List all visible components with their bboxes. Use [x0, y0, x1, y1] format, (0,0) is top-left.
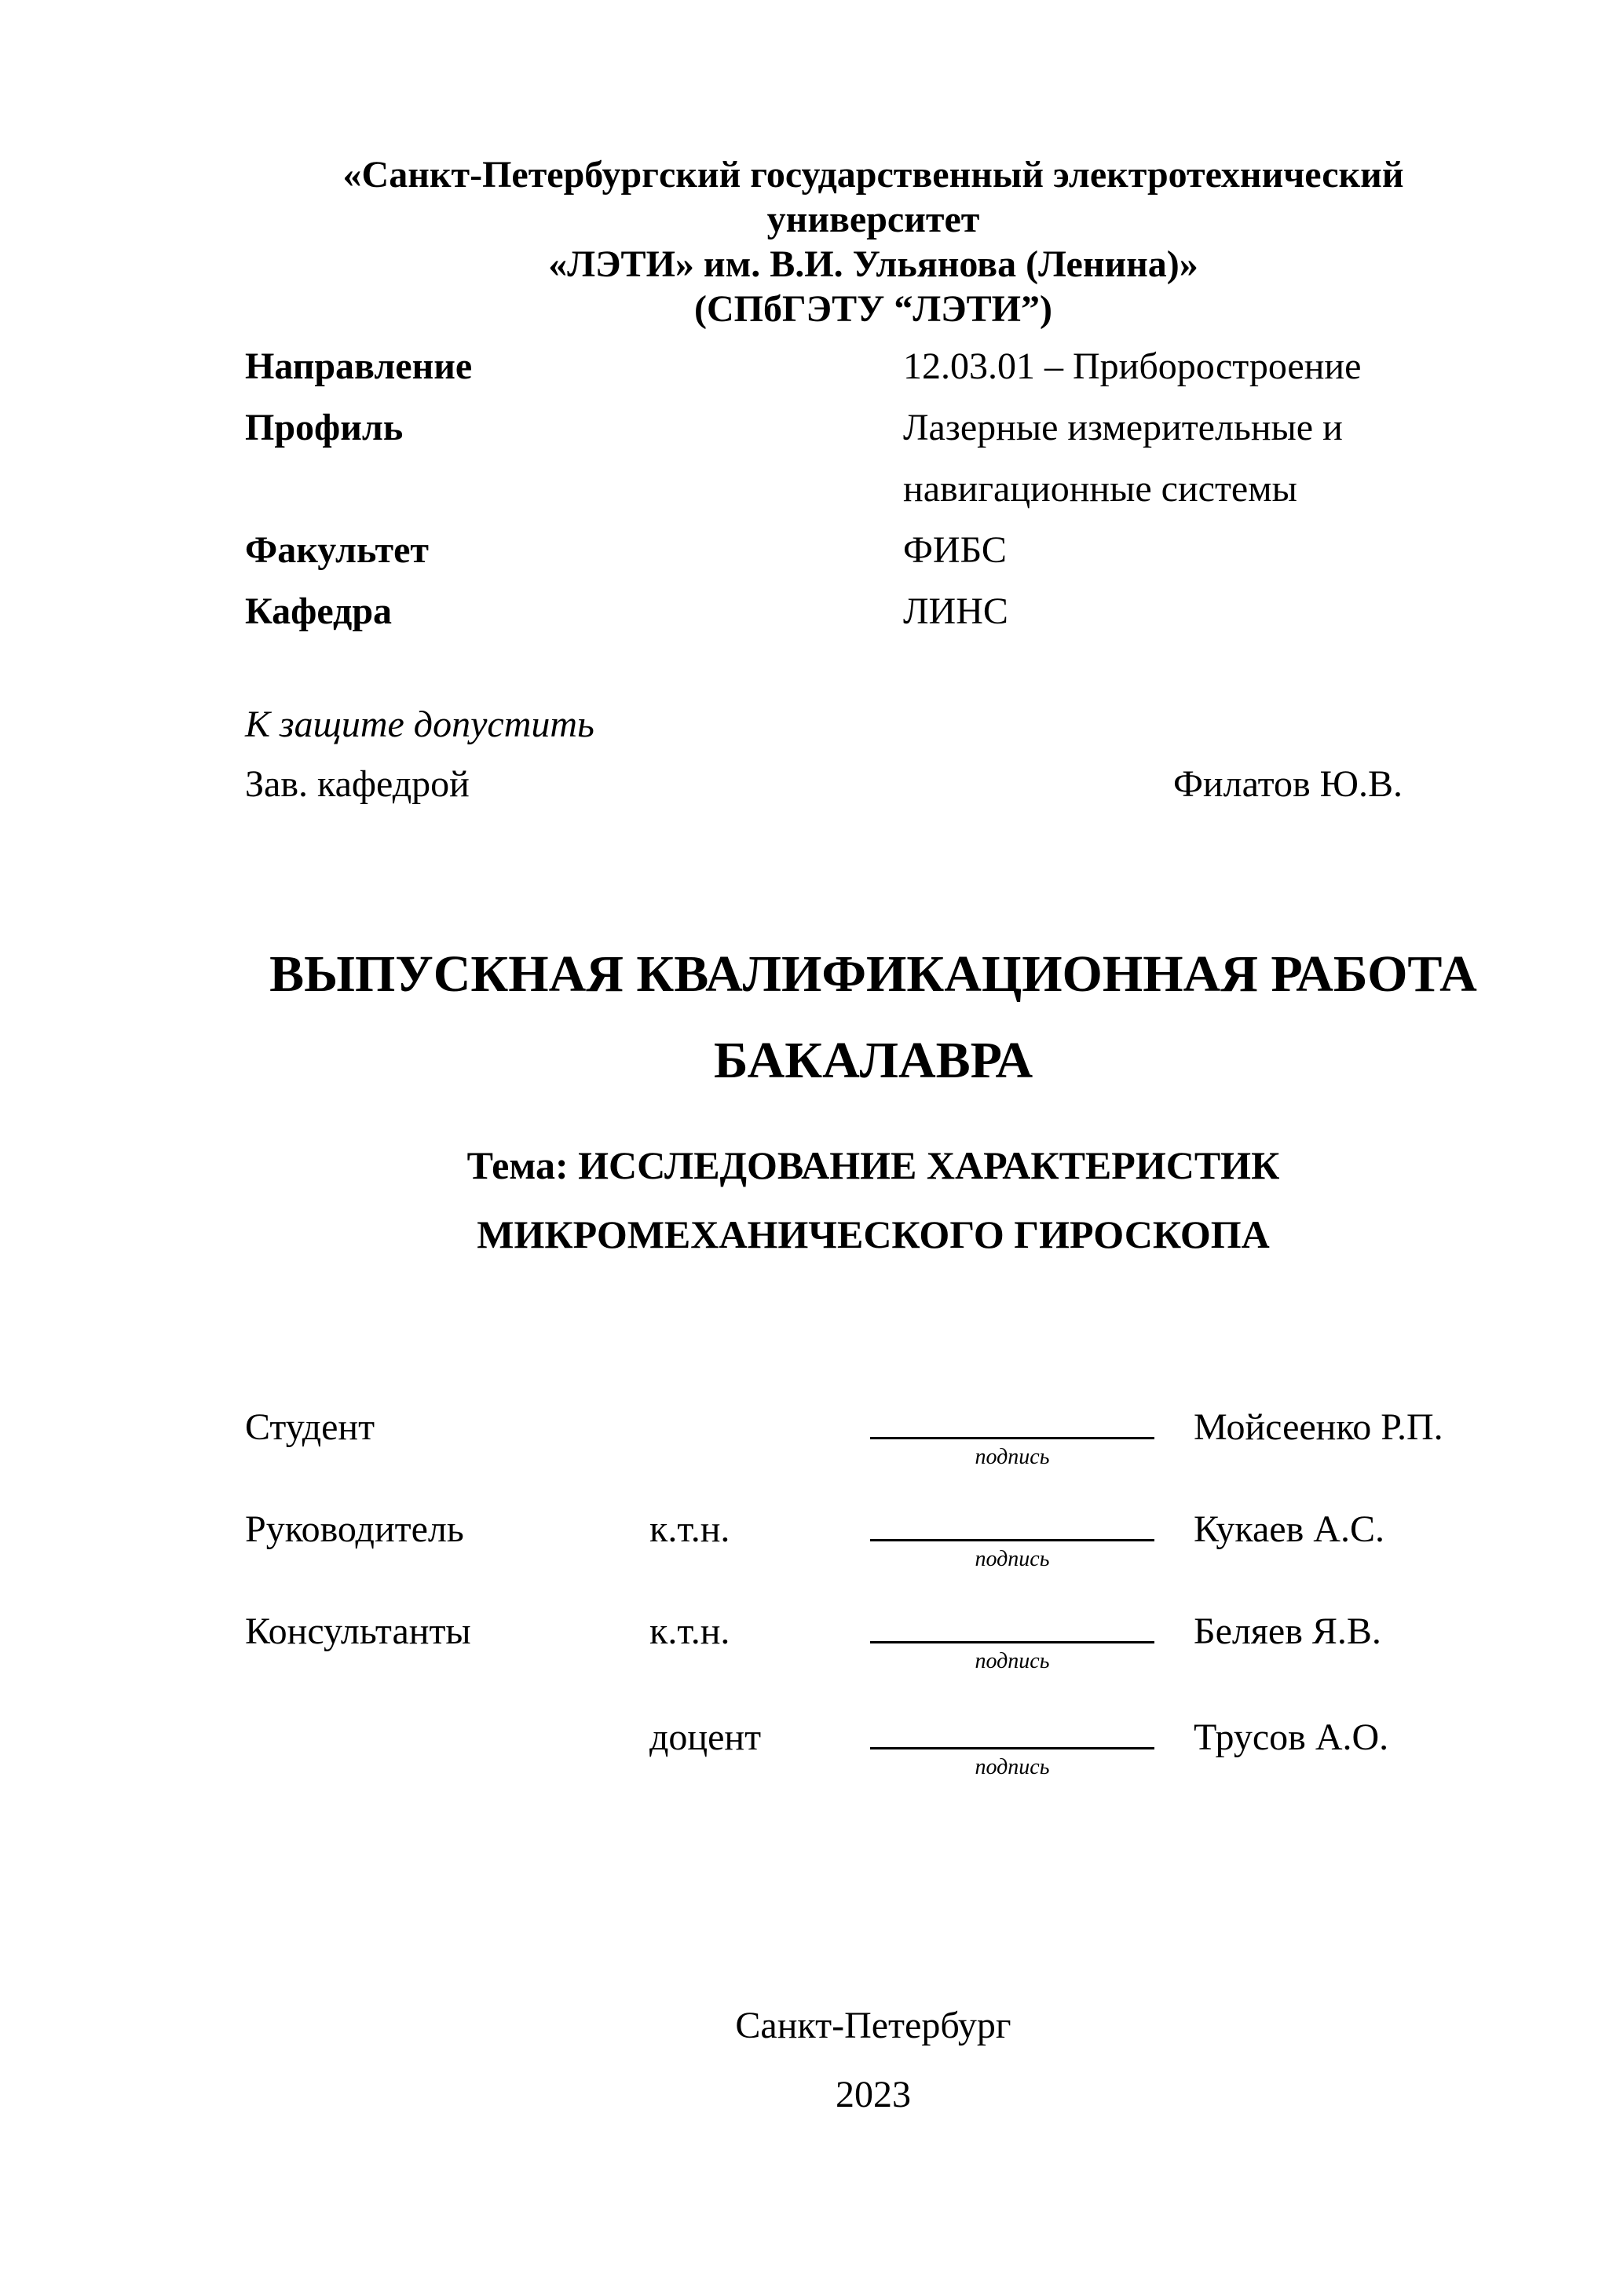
- signature-caption: подпись: [975, 1445, 1050, 1469]
- direction-label: Направление: [245, 345, 473, 387]
- signature-line: [870, 1610, 1154, 1643]
- consultant-1-signature-field: [870, 1610, 1154, 1673]
- thesis-title-line1: ВЫПУСКНАЯ КВАЛИФИКАЦИОННАЯ РАБОТА: [269, 945, 1477, 1003]
- supervisor-signature-field: [870, 1508, 1154, 1571]
- footer: [245, 1991, 1501, 2130]
- student-role-label: Студент: [245, 1406, 375, 1448]
- supervisor-role-label: Руководитель: [245, 1508, 464, 1550]
- profile-value-line2: навигационные системы: [903, 468, 1297, 510]
- consultant-2-degree: доцент: [649, 1717, 762, 1758]
- university-name-line1: «Санкт-Петербургский государственный электротехнический университет: [342, 154, 1404, 240]
- department-label: Кафедра: [245, 590, 393, 632]
- signature-row-consultant-1: [245, 1610, 1501, 1712]
- university-header: [245, 152, 1501, 331]
- thesis-title-line2: БАКАЛАВРА: [713, 1032, 1033, 1089]
- signature-row-supervisor: [245, 1508, 1501, 1610]
- signature-caption: подпись: [975, 1755, 1050, 1779]
- info-row-department: [245, 581, 1501, 642]
- faculty-value: ФИБС: [903, 529, 1007, 571]
- profile-value-line1: Лазерные измерительные и: [903, 407, 1343, 448]
- consultant-1-name: Беляев Я.В.: [1194, 1610, 1381, 1652]
- thesis-theme-line1: Тема: ИССЛЕДОВАНИЕ ХАРАКТЕРИСТИК: [466, 1143, 1280, 1187]
- page-content: [245, 0, 1501, 2296]
- university-abbreviation: (СПбГЭТУ “ЛЭТИ”): [694, 288, 1052, 330]
- head-of-department-name: Филатов Ю.В.: [1173, 763, 1403, 805]
- consultant-1-degree: к.т.н.: [649, 1610, 730, 1652]
- supervisor-name: Кукаев А.С.: [1194, 1508, 1384, 1550]
- student-signature-field: [870, 1406, 1154, 1469]
- consultants-role-label: Консультанты: [245, 1610, 471, 1652]
- thesis-theme: [245, 1131, 1501, 1269]
- signature-caption: подпись: [975, 1649, 1050, 1673]
- info-row-direction: [245, 336, 1501, 397]
- city: Санкт-Петербург: [735, 2005, 1011, 2046]
- approval-statement: К защите допустить: [245, 704, 594, 745]
- info-row-profile: [245, 397, 1501, 459]
- consultant-2-name: Трусов А.О.: [1194, 1717, 1389, 1758]
- thesis-theme-line2: МИКРОМЕХАНИЧЕСКОГО ГИРОСКОПА: [477, 1212, 1270, 1256]
- signature-row-student: [245, 1406, 1501, 1508]
- university-name-line2: «ЛЭТИ» им. В.И. Ульянова (Ленина)»: [548, 243, 1198, 285]
- student-name: Мойсеенко Р.П.: [1194, 1406, 1443, 1448]
- supervisor-degree: к.т.н.: [649, 1508, 730, 1550]
- signature-line: [870, 1508, 1154, 1541]
- info-row-faculty: [245, 520, 1501, 581]
- signature-line: [870, 1406, 1154, 1439]
- department-value: ЛИНС: [903, 590, 1008, 632]
- signature-row-consultant-2: [245, 1716, 1501, 1818]
- faculty-label: Факультет: [245, 529, 429, 571]
- info-row-profile-continued: [245, 459, 1501, 520]
- thesis-title: [245, 931, 1501, 1104]
- head-of-department-label: Зав. кафедрой: [245, 763, 470, 805]
- signature-line: [870, 1716, 1154, 1749]
- consultant-2-signature-field: [870, 1716, 1154, 1779]
- signature-caption: подпись: [975, 1547, 1050, 1571]
- approval-row: [245, 754, 1501, 815]
- year: 2023: [836, 2074, 911, 2115]
- direction-value: 12.03.01 – Приборостроение: [903, 345, 1362, 387]
- profile-label: Профиль: [245, 407, 404, 448]
